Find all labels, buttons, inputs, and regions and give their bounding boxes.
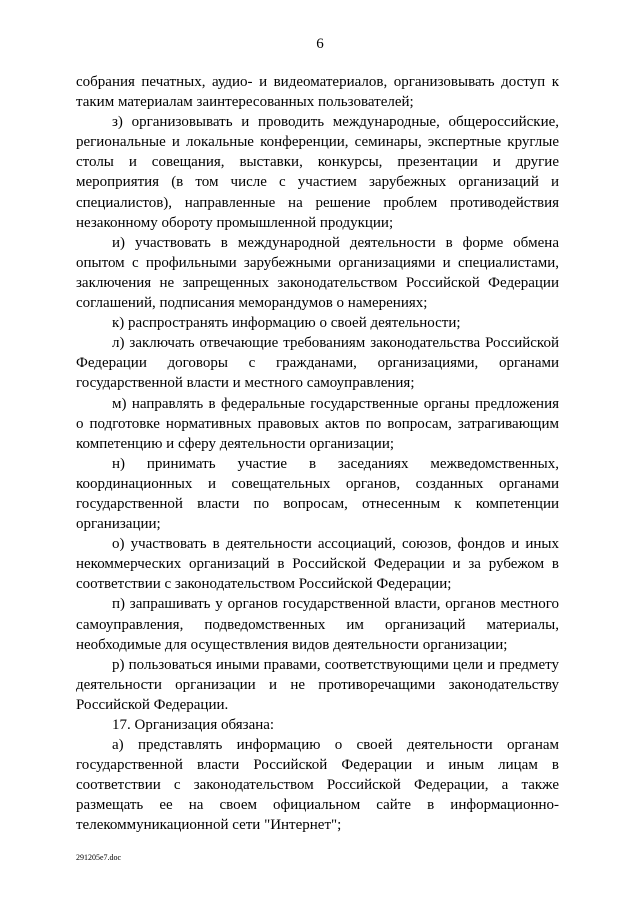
section-heading-17: 17. Организация обязана:: [112, 717, 275, 733]
document-body: [76, 72, 559, 836]
paragraph-item-i: и) участвовать в международной деятельности в форме обмена опытом с профильными зарубежными организациями и специалистами, заключения не запрещенных законодательством Российской Федерации соглашений, подписания меморандумов о намерениях;: [76, 234, 559, 312]
paragraph-item-m: м) направлять в федеральные государственные органы предложения о подготовке нормативных правовых актов по вопросам, затрагивающим компетенцию и сферу деятельности организации;: [76, 395, 559, 452]
paragraph-item-r: р) пользоваться иными правами, соответствующими цели и предмету деятельности организации и не противоречащими законодательству Российской Федерации.: [76, 656, 559, 713]
paragraph-item-n: н) принимать участие в заседаниях межведомственных, координационных и совещательных органов, созданных органами государственной власти по вопросам, отнесенным к компетенции организации;: [76, 455, 559, 533]
paragraph-item-o: о) участвовать в деятельности ассоциаций, союзов, фондов и иных некоммерческих организаций в Российской Федерации и за рубежом в соответствии с законодательством Российской Федерации;: [76, 536, 559, 593]
page-number: 6: [316, 36, 324, 52]
paragraph-continuation: собрания печатных, аудио- и видеоматериалов, организовывать доступ к таким материалам заинтересованных пользователей;: [76, 74, 559, 111]
paragraph-item-k: к) распространять информацию о своей деятельности;: [112, 315, 461, 332]
footer-filename: 291205е7.doc: [76, 853, 122, 862]
paragraph-item-p: п) запрашивать у органов государственной власти, органов местного самоуправления, подведомственных им организаций материалы, необходимые для осуществления видов деятельности организации;: [76, 596, 559, 653]
paragraph-item-l: л) заключать отвечающие требованиям законодательства Российской Федерации договоры с гражданами, организациями, органами государственной власти и местного самоуправления;: [76, 335, 559, 392]
paragraph-item-z: з) организовывать и проводить международные, общероссийские, региональные и локальные конференции, семинары, экспертные круглые столы и совещания, выставки, конкурсы, презентации и другие мероприятия (в том числе с участием зарубежных организаций и специалистов), направленные на решение проблем противодействия незаконному обороту промышленной продукции;: [76, 114, 559, 231]
paragraph-item-a: а) представлять информацию о своей деятельности органам государственной власти Российской Федерации и иным лицам в соответствии с законодательством Российской Федерации, а также размещать ее на своем официальном сайте в информационно-телекоммуникационной сети "Интернет";: [76, 737, 559, 834]
